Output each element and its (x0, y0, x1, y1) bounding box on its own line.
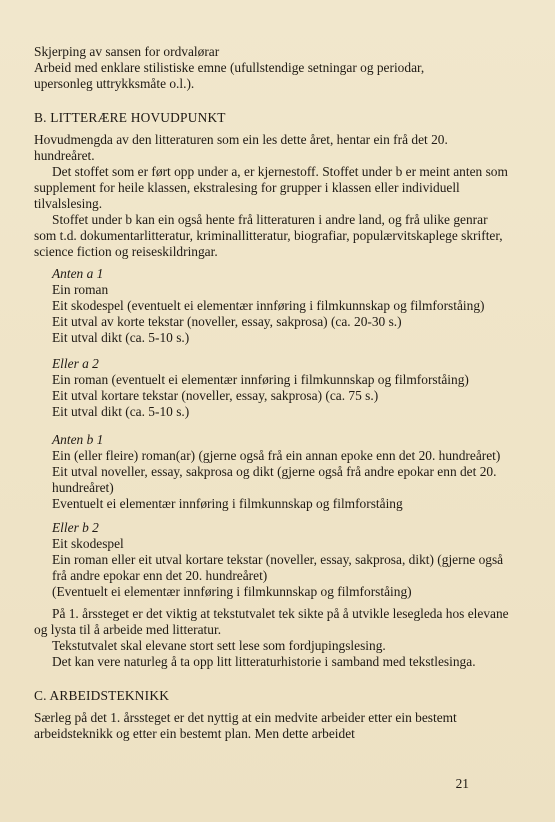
option-heading: Anten b 1 (52, 432, 104, 447)
option-heading: Eller a 2 (52, 356, 99, 371)
option-item: Ein roman eller eit utval kortare tekstar (noveller, essay, sakprosa, dikt) (gjerne også frå andre epokar enn det 20. hundreåret) (52, 552, 504, 583)
option-item: Ein roman (eventuelt ei elementær innføring i filmkunnskap og filmforståing) (52, 372, 469, 387)
option-item: Eit utval kortare tekstar (noveller, essay, sakprosa) (ca. 75 s.) (52, 388, 379, 403)
option-item: Eit utval dikt (ca. 5-10 s.) (52, 404, 190, 419)
option-item: (Eventuelt ei elementær innføring i filmkunnskap og filmforståing) (52, 584, 412, 599)
section-b-heading: B. LITTERÆRE HOVUDPUNKT (34, 110, 226, 125)
option-heading: Anten a 1 (52, 266, 104, 281)
option-anten-a1 (34, 266, 511, 346)
intro-line: Skjerping av sansen for ordvalørar (34, 44, 220, 59)
option-item: Eit utval noveller, essay, sakprosa og dikt (gjerne også frå andre epokar enn det 20. hundreåret) (52, 464, 497, 495)
section-b-paragraph: Det kan vere naturleg å ta opp litt litteraturhistorie i samband med tekstlesinga. (52, 654, 476, 669)
intro-list (34, 44, 511, 92)
section-b-paragraph: Tekstutvalet skal elevane stort sett lese som fordjupingslesing. (52, 638, 386, 653)
intro-line: Arbeid med enklare stilistiske emne (ufullstendige setningar og periodar, (34, 60, 425, 75)
page-number: 21 (455, 776, 469, 791)
option-item: Eit utval av korte tekstar (noveller, essay, sakprosa) (ca. 20-30 s.) (52, 314, 402, 329)
section-c-paragraph: Særleg på det 1. årssteget er det nyttig at ein medvite arbeider etter ein bestemt arbeidsteknikk og etter ein bestemt plan. Men dette arbeidet (34, 710, 457, 741)
option-anten-b1 (34, 432, 511, 512)
option-item: Eit skodespel (52, 536, 124, 551)
section-b-paragraph: Stoffet under b kan ein også hente frå litteraturen i andre land, og frå ulike genrar som t.d. dokumentarlitteratur, kriminallitteratur, biografiar, populærvitskaplege skrifter, science fiction og reiseskildringar. (34, 212, 503, 259)
section-b-paragraph: På 1. årssteget er det viktig at tekstutvalet tek sikte på å utvikle lesegleda hos elevane og lysta til å arbeide med litteratur. (34, 606, 509, 637)
intro-line: upersonleg uttrykksmåte o.l.). (34, 76, 195, 91)
section-b-paragraph: Hovudmengda av den litteraturen som ein les dette året, hentar ein frå det 20. hundreåret. (34, 132, 448, 163)
option-item: Ein roman (52, 282, 109, 297)
option-eller-a2 (34, 356, 511, 420)
option-item: Eit utval dikt (ca. 5-10 s.) (52, 330, 190, 345)
section-c-heading: C. ARBEIDSTEKNIKK (34, 688, 170, 703)
section-b-paragraph: Det stoffet som er ført opp under a, er kjernestoff. Stoffet under b er meint anten som supplement for heile klassen, ekstralesing for grupper i klassen eller individuell tilvalslesing. (34, 164, 508, 211)
option-item: Eit skodespel (eventuelt ei elementær innføring i filmkunnskap og filmforståing) (52, 298, 485, 313)
option-eller-b2 (34, 520, 511, 600)
option-item: Ein (eller fleire) roman(ar) (gjerne også frå ein annan epoke enn det 20. hundreåret) (52, 448, 501, 463)
option-heading: Eller b 2 (52, 520, 99, 535)
option-item: Eventuelt ei elementær innføring i filmkunnskap og filmforståing (52, 496, 403, 511)
